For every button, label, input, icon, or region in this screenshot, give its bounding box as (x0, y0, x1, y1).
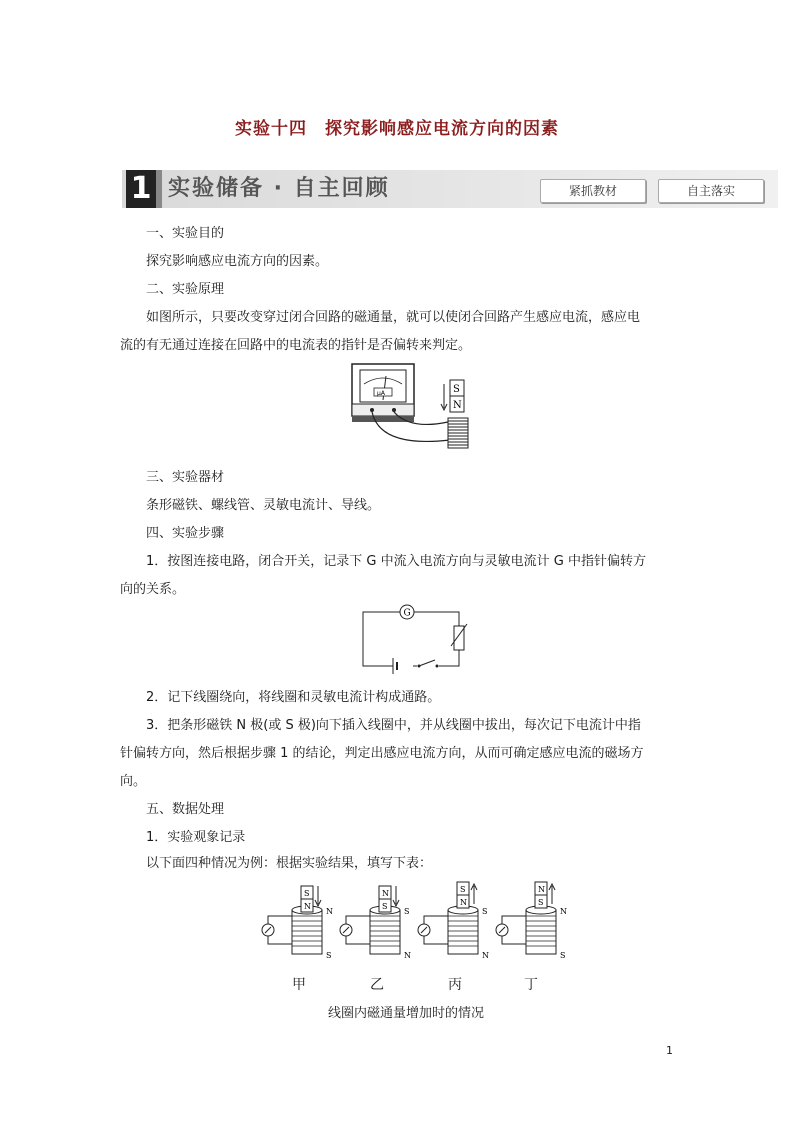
banner-heading: 实验储备 · 自主回顾 (168, 176, 390, 201)
figure-caption: 线圈内磁通量增加时的情况 (328, 1006, 485, 1021)
case-1-magnet-top-label: S (304, 889, 310, 898)
case-3-magnet-bottom-label: N (460, 898, 467, 907)
step3-line2: 针偏转方向，然后根据步骤 1 的结论，判定出感应电流方向，从而可确定感应电流的磁场方 (120, 746, 644, 761)
case-2-coil-top-label: S (404, 907, 410, 916)
section-heading-materials: 三、实验器材 (146, 470, 225, 485)
principle-text-line1: 如图所示，只要改变穿过闭合回路的磁通量，就可以使闭合回路产生感应电流，感应电 (146, 310, 641, 325)
case-4-coil-icon (526, 910, 556, 954)
section-heading-principle: 二、实验原理 (146, 282, 225, 297)
case-caption-yi: 乙 (370, 977, 384, 993)
case-4-coil-top-label: N (560, 907, 567, 916)
meter-unit-label: μA (377, 390, 385, 397)
case-3-magnet-top-label: S (460, 885, 466, 894)
case-1-magnet-bottom-label: N (304, 902, 311, 911)
principle-figure (350, 360, 480, 458)
case-caption-ding: 丁 (524, 977, 538, 993)
case-3-coil-bottom-label: N (482, 951, 489, 960)
circuit-figure (355, 600, 475, 674)
case-1-coil-bottom-label: S (326, 951, 332, 960)
case-2-coil-bottom-label: N (404, 951, 411, 960)
step2-text: 2．记下线圈绕向，将线圈和灵敏电流计构成通路。 (146, 690, 441, 705)
svg-text:S: S (453, 384, 460, 395)
case-caption-bing: 丙 (448, 977, 462, 993)
button-self-practice[interactable]: 自主落实 (658, 179, 764, 203)
case-3-coil-icon (448, 910, 478, 954)
principle-text-line2: 流的有无通过连接在回路中的电流表的指针是否偏转来判定。 (120, 338, 472, 353)
svg-text:N: N (453, 400, 462, 411)
page-number: 1 (666, 1044, 673, 1057)
magnet-icon (450, 380, 464, 412)
section-heading-purpose: 一、实验目的 (146, 226, 225, 241)
section-heading-data: 五、数据处理 (146, 802, 225, 817)
case-2-magnet-bottom-label: S (382, 902, 388, 911)
case-caption-jia: 甲 (292, 977, 306, 993)
section-heading-steps: 四、实验步骤 (146, 526, 225, 541)
case-3-coil-top-label: S (482, 907, 488, 916)
step1-line1: 1．按图连接电路，闭合开关，记录下 G 中流入电流方向与灵敏电流计 G 中指针偏转方 (146, 554, 646, 569)
case-1-coil-top-label: N (326, 907, 333, 916)
case-2-coil-icon (370, 910, 400, 954)
four-cases-figure (256, 878, 576, 970)
data-sub-heading: 1．实验观象记录 (146, 830, 246, 845)
banner-number: 1 (126, 170, 156, 208)
svg-text:G: G (403, 608, 411, 619)
purpose-text: 探究影响感应电流方向的因素。 (146, 254, 329, 269)
case-4-magnet-top-label: N (538, 885, 545, 894)
step3-line3: 向。 (120, 774, 147, 789)
button-textbook[interactable]: 紧抓教材 (540, 179, 646, 203)
materials-text: 条形磁铁、螺线管、灵敏电流计、导线。 (146, 498, 381, 513)
case-4-coil-bottom-label: S (560, 951, 566, 960)
coil-icon (448, 418, 468, 448)
page-title: 实验十四 探究影响感应电流方向的因素 (235, 119, 559, 139)
case-2-magnet-top-label: N (382, 889, 389, 898)
step1-line2: 向的关系。 (120, 582, 186, 597)
step3-line1: 3．把条形磁铁 N 极(或 S 极)向下插入线圈中，并从线圈中拔出，每次记下电流计中指 (146, 718, 641, 733)
case-4-magnet-bottom-label: S (538, 898, 544, 907)
data-intro-text: 以下面四种情况为例：根据实验结果，填写下表： (146, 856, 433, 871)
section-banner (122, 170, 778, 208)
case-1-coil-icon (292, 910, 322, 954)
